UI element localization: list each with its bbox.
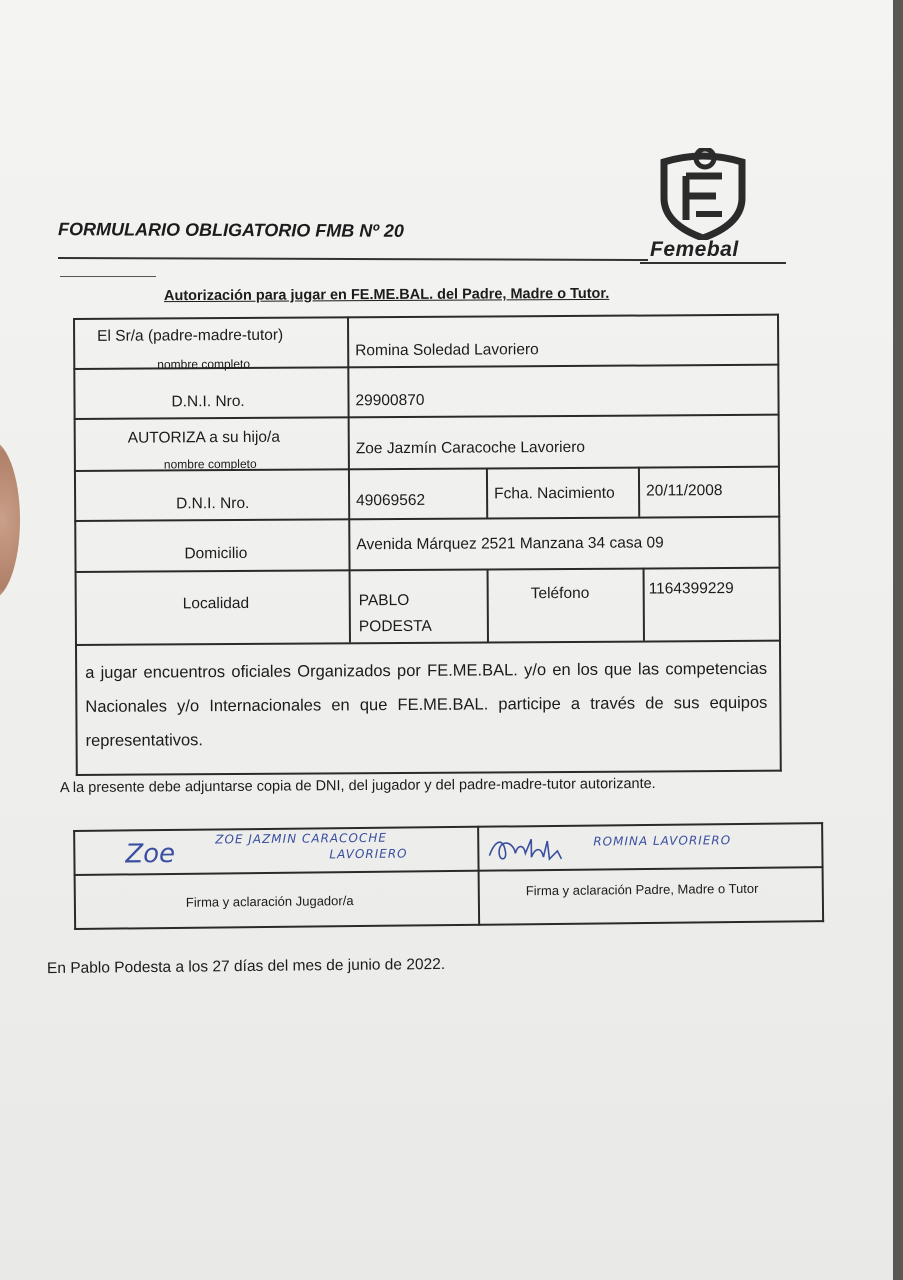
authorizes-label: AUTORIZA a su hijo/a bbox=[127, 428, 280, 447]
attachment-note: A la presente debe adjuntarse copia de DNI, del jugador y del padre-madre-tutor autorizante. bbox=[59, 775, 656, 797]
child-name: Zoe Jazmín Caracoche Lavoriero bbox=[355, 438, 586, 458]
authorization-paragraph: a jugar encuentros oficiales Organizados por FE.ME.BAL. y/o en los que las competencias Nacionales y/o Internacionales en que FE.ME.BAL. participe a través de sus equipos representativos. bbox=[85, 659, 768, 750]
brand-name: Femebal bbox=[650, 238, 739, 261]
signature-table bbox=[73, 810, 824, 930]
player-signature: Zoe bbox=[125, 838, 176, 870]
birth-label: Fcha. Nacimiento bbox=[494, 484, 615, 503]
parent-signature-caption: Firma y aclaración Padre, Madre o Tutor bbox=[525, 880, 759, 899]
child-dni-label: D.N.I. Nro. bbox=[176, 494, 250, 513]
child-dni: 49069562 bbox=[356, 491, 426, 510]
brand-rule bbox=[640, 262, 786, 264]
form-title: FORMULARIO OBLIGATORIO FMB Nº 20 bbox=[57, 219, 404, 241]
player-handwritten-name-line1: ZOE JAZMIN CARACOCHE bbox=[215, 830, 387, 847]
femebal-logo-icon bbox=[656, 148, 750, 240]
tutor-dni: 29900870 bbox=[355, 391, 425, 410]
tutor-sublabel: nombre completo bbox=[157, 356, 251, 372]
player-handwritten-name-line2: LAVORIERO bbox=[329, 846, 408, 862]
tutor-dni-label: D.N.I. Nro. bbox=[171, 392, 245, 411]
address-label: Domicilio bbox=[184, 544, 248, 563]
phone: 1164399229 bbox=[648, 579, 734, 598]
phone-label: Teléfono bbox=[530, 584, 590, 603]
parent-handwritten-name: ROMINA LAVORIERO bbox=[593, 833, 732, 849]
form-subtitle: Autorización para jugar en FE.ME.BAL. del Padre, Madre o Tutor. bbox=[163, 285, 610, 305]
child-sublabel: nombre completo bbox=[163, 456, 257, 472]
locality-line2: PODESTA bbox=[358, 617, 432, 636]
authorization-table bbox=[73, 314, 782, 776]
player-signature-caption: Firma y aclaración Jugador/a bbox=[185, 893, 354, 910]
address: Avenida Márquez 2521 Manzana 34 casa 09 bbox=[356, 534, 664, 554]
birth-date: 20/11/2008 bbox=[646, 482, 723, 500]
short-rule bbox=[60, 276, 156, 277]
parent-signature-scribble-icon bbox=[485, 831, 585, 866]
locality-label: Localidad bbox=[182, 594, 250, 613]
tutor-name: Romina Soledad Lavoriero bbox=[355, 341, 539, 360]
closing-statement: En Pablo Podesta a los 27 días del mes de junio de 2022. bbox=[46, 955, 446, 978]
tutor-label: El Sr/a (padre-madre-tutor) bbox=[97, 326, 284, 345]
locality-line1: PABLO bbox=[358, 591, 410, 610]
